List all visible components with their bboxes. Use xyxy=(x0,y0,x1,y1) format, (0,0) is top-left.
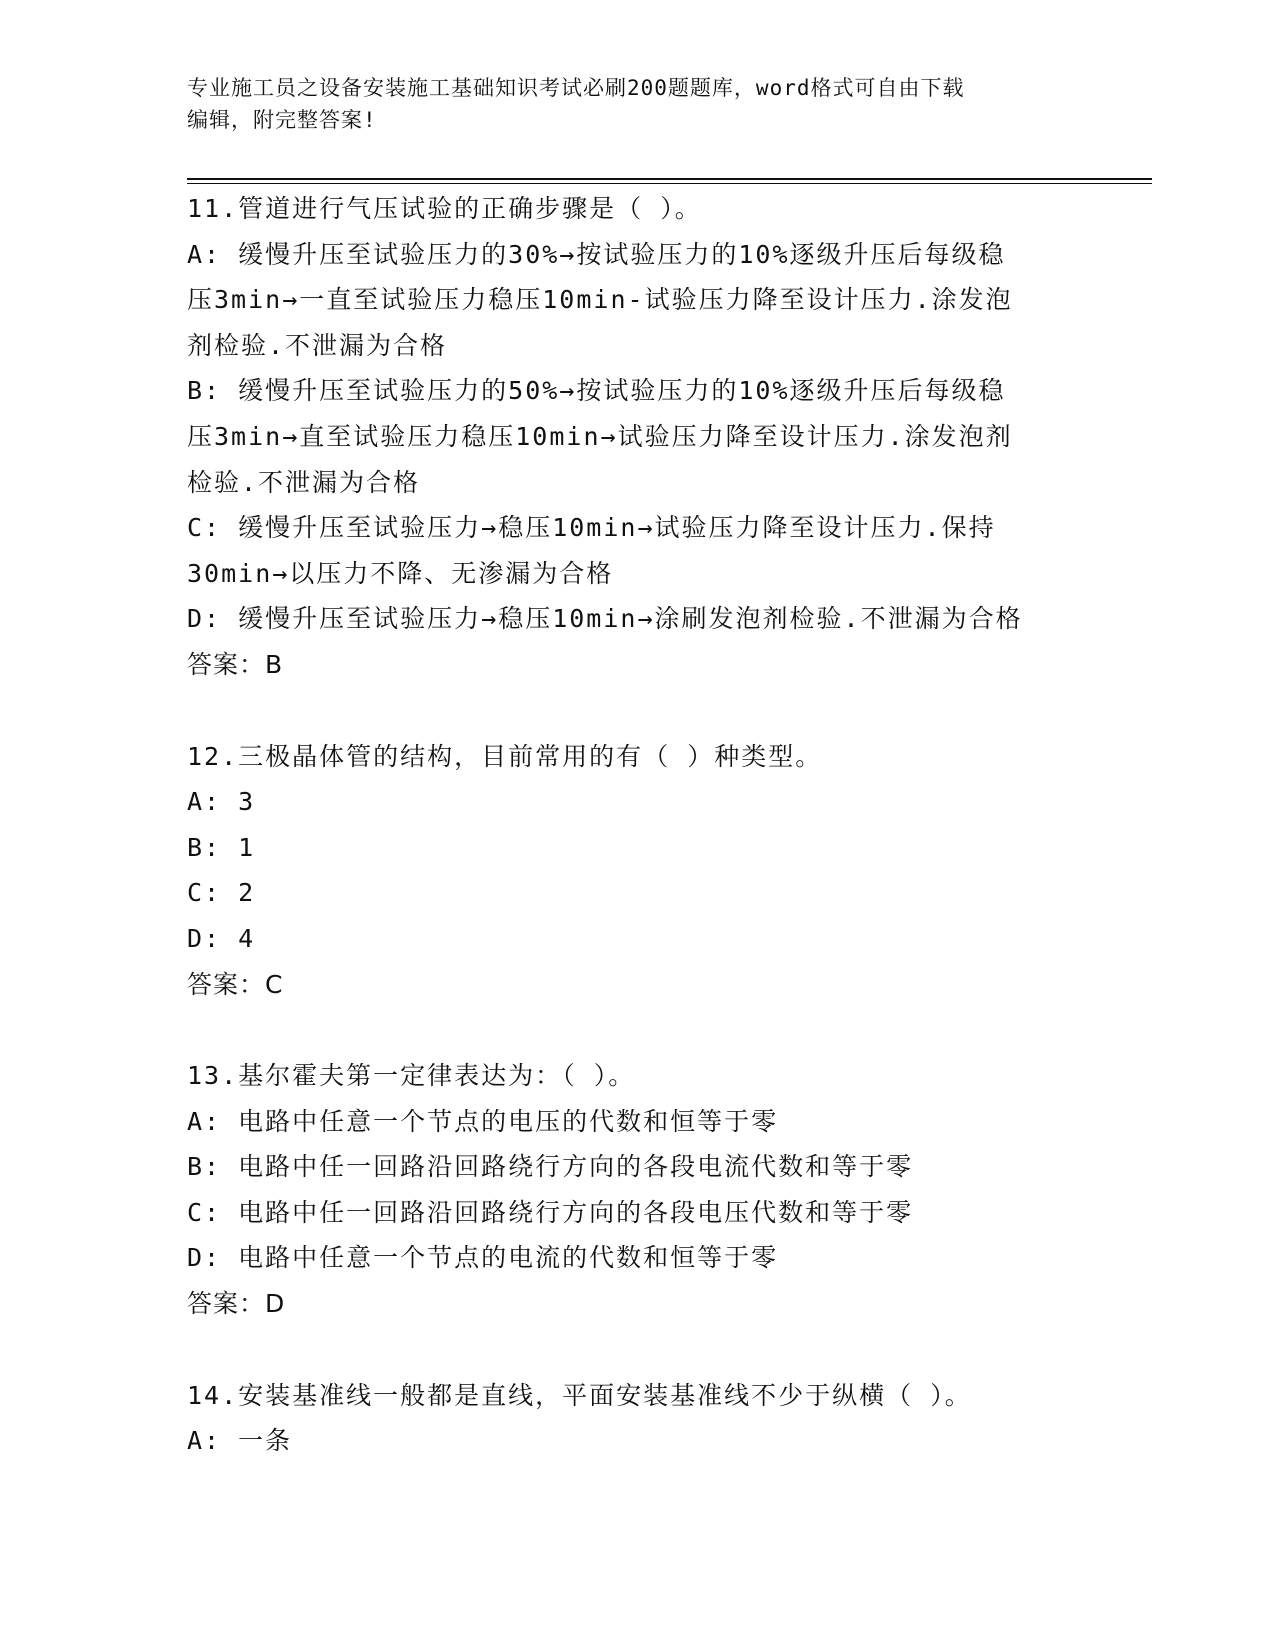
answer-option xyxy=(187,779,1087,825)
answer-option xyxy=(187,505,1087,596)
answer-option xyxy=(187,916,1087,962)
option-line: A: 缓慢升压至试验压力的30%→按试验压力的10%逐级升压后每级稳 xyxy=(187,239,1006,269)
question-spacer xyxy=(187,1327,1087,1373)
answer-option xyxy=(187,368,1087,505)
question-spacer xyxy=(187,688,1087,734)
answer-key: 答案：B xyxy=(187,649,284,679)
document-header xyxy=(187,72,1087,136)
answer-option xyxy=(187,1235,1087,1281)
option-line: A: 一条 xyxy=(187,1426,293,1456)
option-line: B: 电路中任一回路沿回路绕行方向的各段电流代数和等于零 xyxy=(187,1152,914,1182)
answer-option xyxy=(187,596,1087,642)
answer-key: 答案：C xyxy=(187,969,284,999)
question-list xyxy=(187,186,1087,1464)
option-line: D: 电路中任意一个节点的电流的代数和恒等于零 xyxy=(187,1243,779,1273)
question-spacer xyxy=(187,1007,1087,1053)
answer-option xyxy=(187,825,1087,871)
header-line-2: 编辑，附完整答案! xyxy=(187,108,377,132)
option-line: D: 4 xyxy=(187,923,256,953)
answer-option xyxy=(187,1144,1087,1190)
option-line: C: 2 xyxy=(187,878,256,908)
option-line: 压3min→一直至试验压力稳压10min-试验压力降至设计压力.涂发泡 xyxy=(187,285,1013,315)
answer-option xyxy=(187,1099,1087,1145)
option-line: A: 3 xyxy=(187,787,256,817)
option-line: 检验.不泄漏为合格 xyxy=(187,467,421,497)
option-line: 压3min→直至试验压力稳压10min→试验压力降至设计压力.涂发泡剂 xyxy=(187,421,1013,451)
question-title: 11.管道进行气压试验的正确步骤是（ ）。 xyxy=(187,194,702,223)
question-block xyxy=(187,1373,1087,1464)
question-block xyxy=(187,186,1087,688)
header-divider-thick xyxy=(187,178,1152,180)
option-line: D: 缓慢升压至试验压力→稳压10min→涂刷发泡剂检验.不泄漏为合格 xyxy=(187,604,1023,634)
question-title: 13.基尔霍夫第一定律表达为：（ ）。 xyxy=(187,1061,636,1091)
answer-option xyxy=(187,232,1087,369)
answer-option xyxy=(187,870,1087,916)
header-line-1: 专业施工员之设备安装施工基础知识考试必刷200题题库，word格式可自由下载 xyxy=(187,76,965,100)
question-title: 14.安装基准线一般都是直线，平面安装基准线不少于纵横（ ）。 xyxy=(187,1380,972,1410)
question-block xyxy=(187,734,1087,1008)
question-block xyxy=(187,1053,1087,1327)
option-line: B: 1 xyxy=(187,832,256,862)
option-line: 30min→以压力不降、无渗漏为合格 xyxy=(187,558,614,588)
option-line: A: 电路中任意一个节点的电压的代数和恒等于零 xyxy=(187,1106,779,1136)
option-line: C: 电路中任一回路沿回路绕行方向的各段电压代数和等于零 xyxy=(187,1197,914,1227)
answer-option xyxy=(187,1190,1087,1236)
answer-option xyxy=(187,1418,1087,1464)
header-divider-thin xyxy=(187,183,1152,184)
answer-key: 答案：D xyxy=(187,1289,286,1319)
option-line: 剂检验.不泄漏为合格 xyxy=(187,330,448,360)
option-line: C: 缓慢升压至试验压力→稳压10min→试验压力降至设计压力.保持 xyxy=(187,513,996,543)
question-title: 12.三极晶体管的结构，目前常用的有（ ）种类型。 xyxy=(187,741,823,771)
option-line: B: 缓慢升压至试验压力的50%→按试验压力的10%逐级升压后每级稳 xyxy=(187,376,1006,406)
